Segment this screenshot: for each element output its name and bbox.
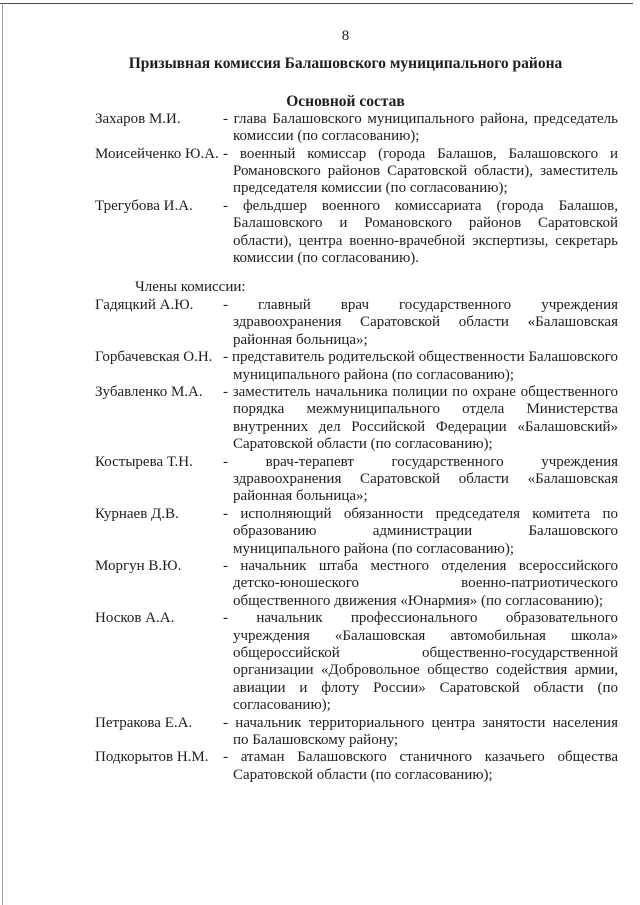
member-row <box>95 198 618 268</box>
member-row <box>95 506 618 558</box>
member-row <box>95 749 618 784</box>
member-row <box>95 146 618 198</box>
member-role <box>223 384 618 454</box>
member-name: Горбачевская О.Н. <box>95 349 213 366</box>
member-name: Захаров М.И. <box>95 110 181 127</box>
member-name: Петракова Е.А. <box>95 714 193 731</box>
member-row <box>95 610 618 714</box>
list-dash-marker: - <box>223 110 228 127</box>
member-name: Подкорытов Н.М. <box>95 749 209 766</box>
document-title: Призывная комиссия Балашовского муниципального района <box>128 55 563 73</box>
member-name: Курнаев Д.В. <box>95 505 179 522</box>
primary-members-list <box>95 111 618 268</box>
member-row <box>95 297 618 349</box>
members-section-heading: Члены комиссии: <box>135 279 246 296</box>
list-dash-marker: - <box>223 145 228 162</box>
member-role <box>223 198 618 268</box>
member-role <box>223 558 618 610</box>
page-number: 8 <box>341 28 350 44</box>
document-content <box>95 0 618 784</box>
list-dash-marker: - <box>223 383 228 400</box>
member-name: Носков А.А. <box>95 610 175 627</box>
member-role-text: атаман Балашовского станичного казачьего общества Саратовской области (по согласованию); <box>233 749 618 783</box>
member-row <box>95 558 618 610</box>
list-dash-marker: - <box>223 557 228 574</box>
member-row <box>95 454 618 506</box>
member-role-text: исполняющий обязанности председателя комитета по образованию администрации Балашовского муниципального района (по согласованию); <box>233 505 618 557</box>
member-role <box>223 454 618 506</box>
list-dash-marker: - <box>223 197 228 214</box>
member-name: Моисейченко Ю.А. <box>95 145 219 162</box>
member-role <box>223 111 618 146</box>
list-dash-marker: - <box>223 749 228 766</box>
member-role-text: фельдшер военного комиссариата (города Балашов, Балашовского и Романовского районов Саратовской области), центра военно-врачебной экспертизы, секретарь комиссии (по согласованию). <box>233 197 619 267</box>
member-name: Зубавленко М.А. <box>95 383 203 400</box>
member-role-text: главный врач государственного учреждения здравоохранения Саратовской области «Балашовская районная больница»; <box>233 296 618 348</box>
member-role-text: начальник территориального центра занятости населения по Балашовскому району; <box>233 714 618 749</box>
member-role-text: военный комиссар (города Балашов, Балашовского и Романовского районов Саратовской области), заместитель председателя комиссии (по согласованию); <box>233 145 619 197</box>
member-role <box>223 715 618 750</box>
primary-section-heading: Основной состав <box>286 93 405 111</box>
member-role-text: начальник профессионального образовательного учреждения «Балашовская автомобильная школа» общероссийской общественно-государственной организации «Добровольное общество содействия армии, авиации и флоту России» Саратовской области (по согласованию); <box>233 610 618 714</box>
members-list <box>95 297 618 784</box>
list-dash-marker: - <box>223 349 228 366</box>
member-role <box>223 506 618 558</box>
list-dash-marker: - <box>223 296 228 313</box>
member-role <box>223 749 618 784</box>
member-role <box>223 297 618 349</box>
member-role-text: представитель родительской общественности Балашовского муниципального района (по согласованию); <box>231 349 619 383</box>
member-name: Гадяцкий А.Ю. <box>95 296 194 313</box>
member-row <box>95 111 618 146</box>
member-role-text: заместитель начальника полиции по охране общественного порядка межмуниципального отдела Министерства внутренних дел Российской Федерации «Балашовский» Саратовской области (по согласованию); <box>232 383 618 453</box>
member-row <box>95 384 618 454</box>
member-name: Трегубова И.А. <box>95 197 193 214</box>
member-row <box>95 715 618 750</box>
member-role <box>223 610 618 714</box>
member-role-text: врач-терапевт государственного учреждения здравоохранения Саратовской области «Балашовская районная больница»; <box>233 453 618 505</box>
page-left-border-line <box>2 3 3 905</box>
member-role <box>223 349 618 384</box>
list-dash-marker: - <box>223 610 228 627</box>
member-role <box>223 146 618 198</box>
member-role-text: глава Балашовского муниципального района, председатель комиссии (по согласованию); <box>233 110 619 145</box>
list-dash-marker: - <box>223 453 228 470</box>
list-dash-marker: - <box>223 714 228 731</box>
member-row <box>95 349 618 384</box>
member-name: Моргун В.Ю. <box>95 557 182 574</box>
list-dash-marker: - <box>223 505 228 522</box>
member-name: Костырева Т.Н. <box>95 453 193 470</box>
member-role-text: начальник штаба местного отделения всероссийского детско-юношеского военно-патриотического общественного движения «Юнармия» (по согласованию); <box>233 557 618 609</box>
